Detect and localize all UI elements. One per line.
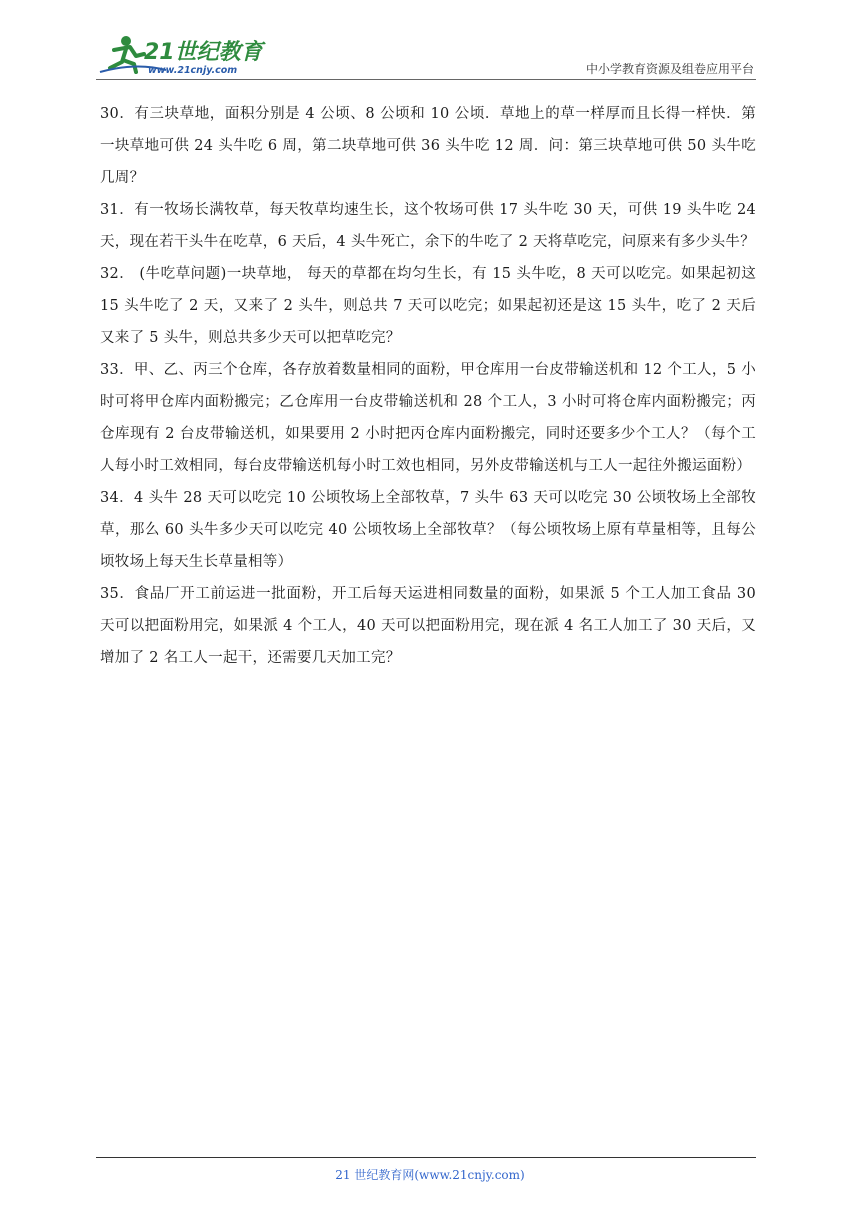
footer-divider <box>96 1157 756 1158</box>
question-31: 31．有一牧场长满牧草，每天牧草均速生长，这个牧场可供 17 头牛吃 30 天，可供 19 头牛吃 24 天，现在若干头牛在吃草，6 天后，4 头牛死亡，余下的牛吃了 2 天将草吃完，问原来有多少头牛？ <box>100 202 756 250</box>
platform-tagline: 中小学教育资源及组卷应用平台 <box>585 62 754 76</box>
page-header <box>96 30 756 80</box>
header-divider <box>96 79 756 80</box>
logo-text: 21世纪教育 <box>144 40 263 65</box>
site-logo[interactable] <box>96 32 266 76</box>
question-34: 34．4 头牛 28 天可以吃完 10 公顷牧场上全部牧草，7 头牛 63 天可以吃完 30 公顷牧场上全部牧草，那么 60 头牛多少天可以吃完 40 公顷牧场上全部牧草？（每公顷牧场上原有草量相等，且每公顷牧场上每天生长草量相等） <box>100 490 756 570</box>
question-list <box>100 98 756 674</box>
question-35: 35．食品厂开工前运进一批面粉，开工后每天运进相同数量的面粉，如果派 5 个工人加工食品 30 天可以把面粉用完，如果派 4 个工人，40 天可以把面粉用完，现在派 4 名工人加工了 30 天后，又增加了 2 名工人一起干，还需要几天加工完？ <box>100 586 756 666</box>
question-30: 30．有三块草地，面积分别是 4 公顷、8 公顷和 10 公顷．草地上的草一样厚而且长得一样快．第一块草地可供 24 头牛吃 6 周，第二块草地可供 36 头牛吃 12 周．问：第三块草地可供 50 头牛吃几周？ <box>100 106 756 186</box>
question-32: 32． (牛吃草问题)一块草地， 每天的草都在均匀生长，有 15 头牛吃，8 天可以吃完。如果起初这 15 头牛吃了 2 天，又来了 2 头牛，则总共 7 天可以吃完；如果起初还是这 15 头牛，吃了 2 天后又来了 5 头牛，则总共多少天可以把草吃完？ <box>100 266 756 346</box>
question-33: 33．甲、乙、丙三个仓库，各存放着数量相同的面粉，甲仓库用一台皮带输送机和 12 个工人，5 小时可将甲仓库内面粉搬完；乙仓库用一台皮带输送机和 28 个工人，3 小时可将仓库内面粉搬完；丙仓库现有 2 台皮带输送机，如果要用 2 小时把丙仓库内面粉搬完，同时还要多少个工人？（每个工人每小时工效相同，每台皮带输送机每小时工效也相同，另外皮带输送机与工人一起往外搬运面粉） <box>100 362 756 474</box>
logo-url: www.21cnjy.com <box>148 65 238 76</box>
footer-link[interactable]: 21 世纪教育网(www.21cnjy.com) <box>335 1168 525 1182</box>
runner-logo-icon <box>96 32 266 76</box>
